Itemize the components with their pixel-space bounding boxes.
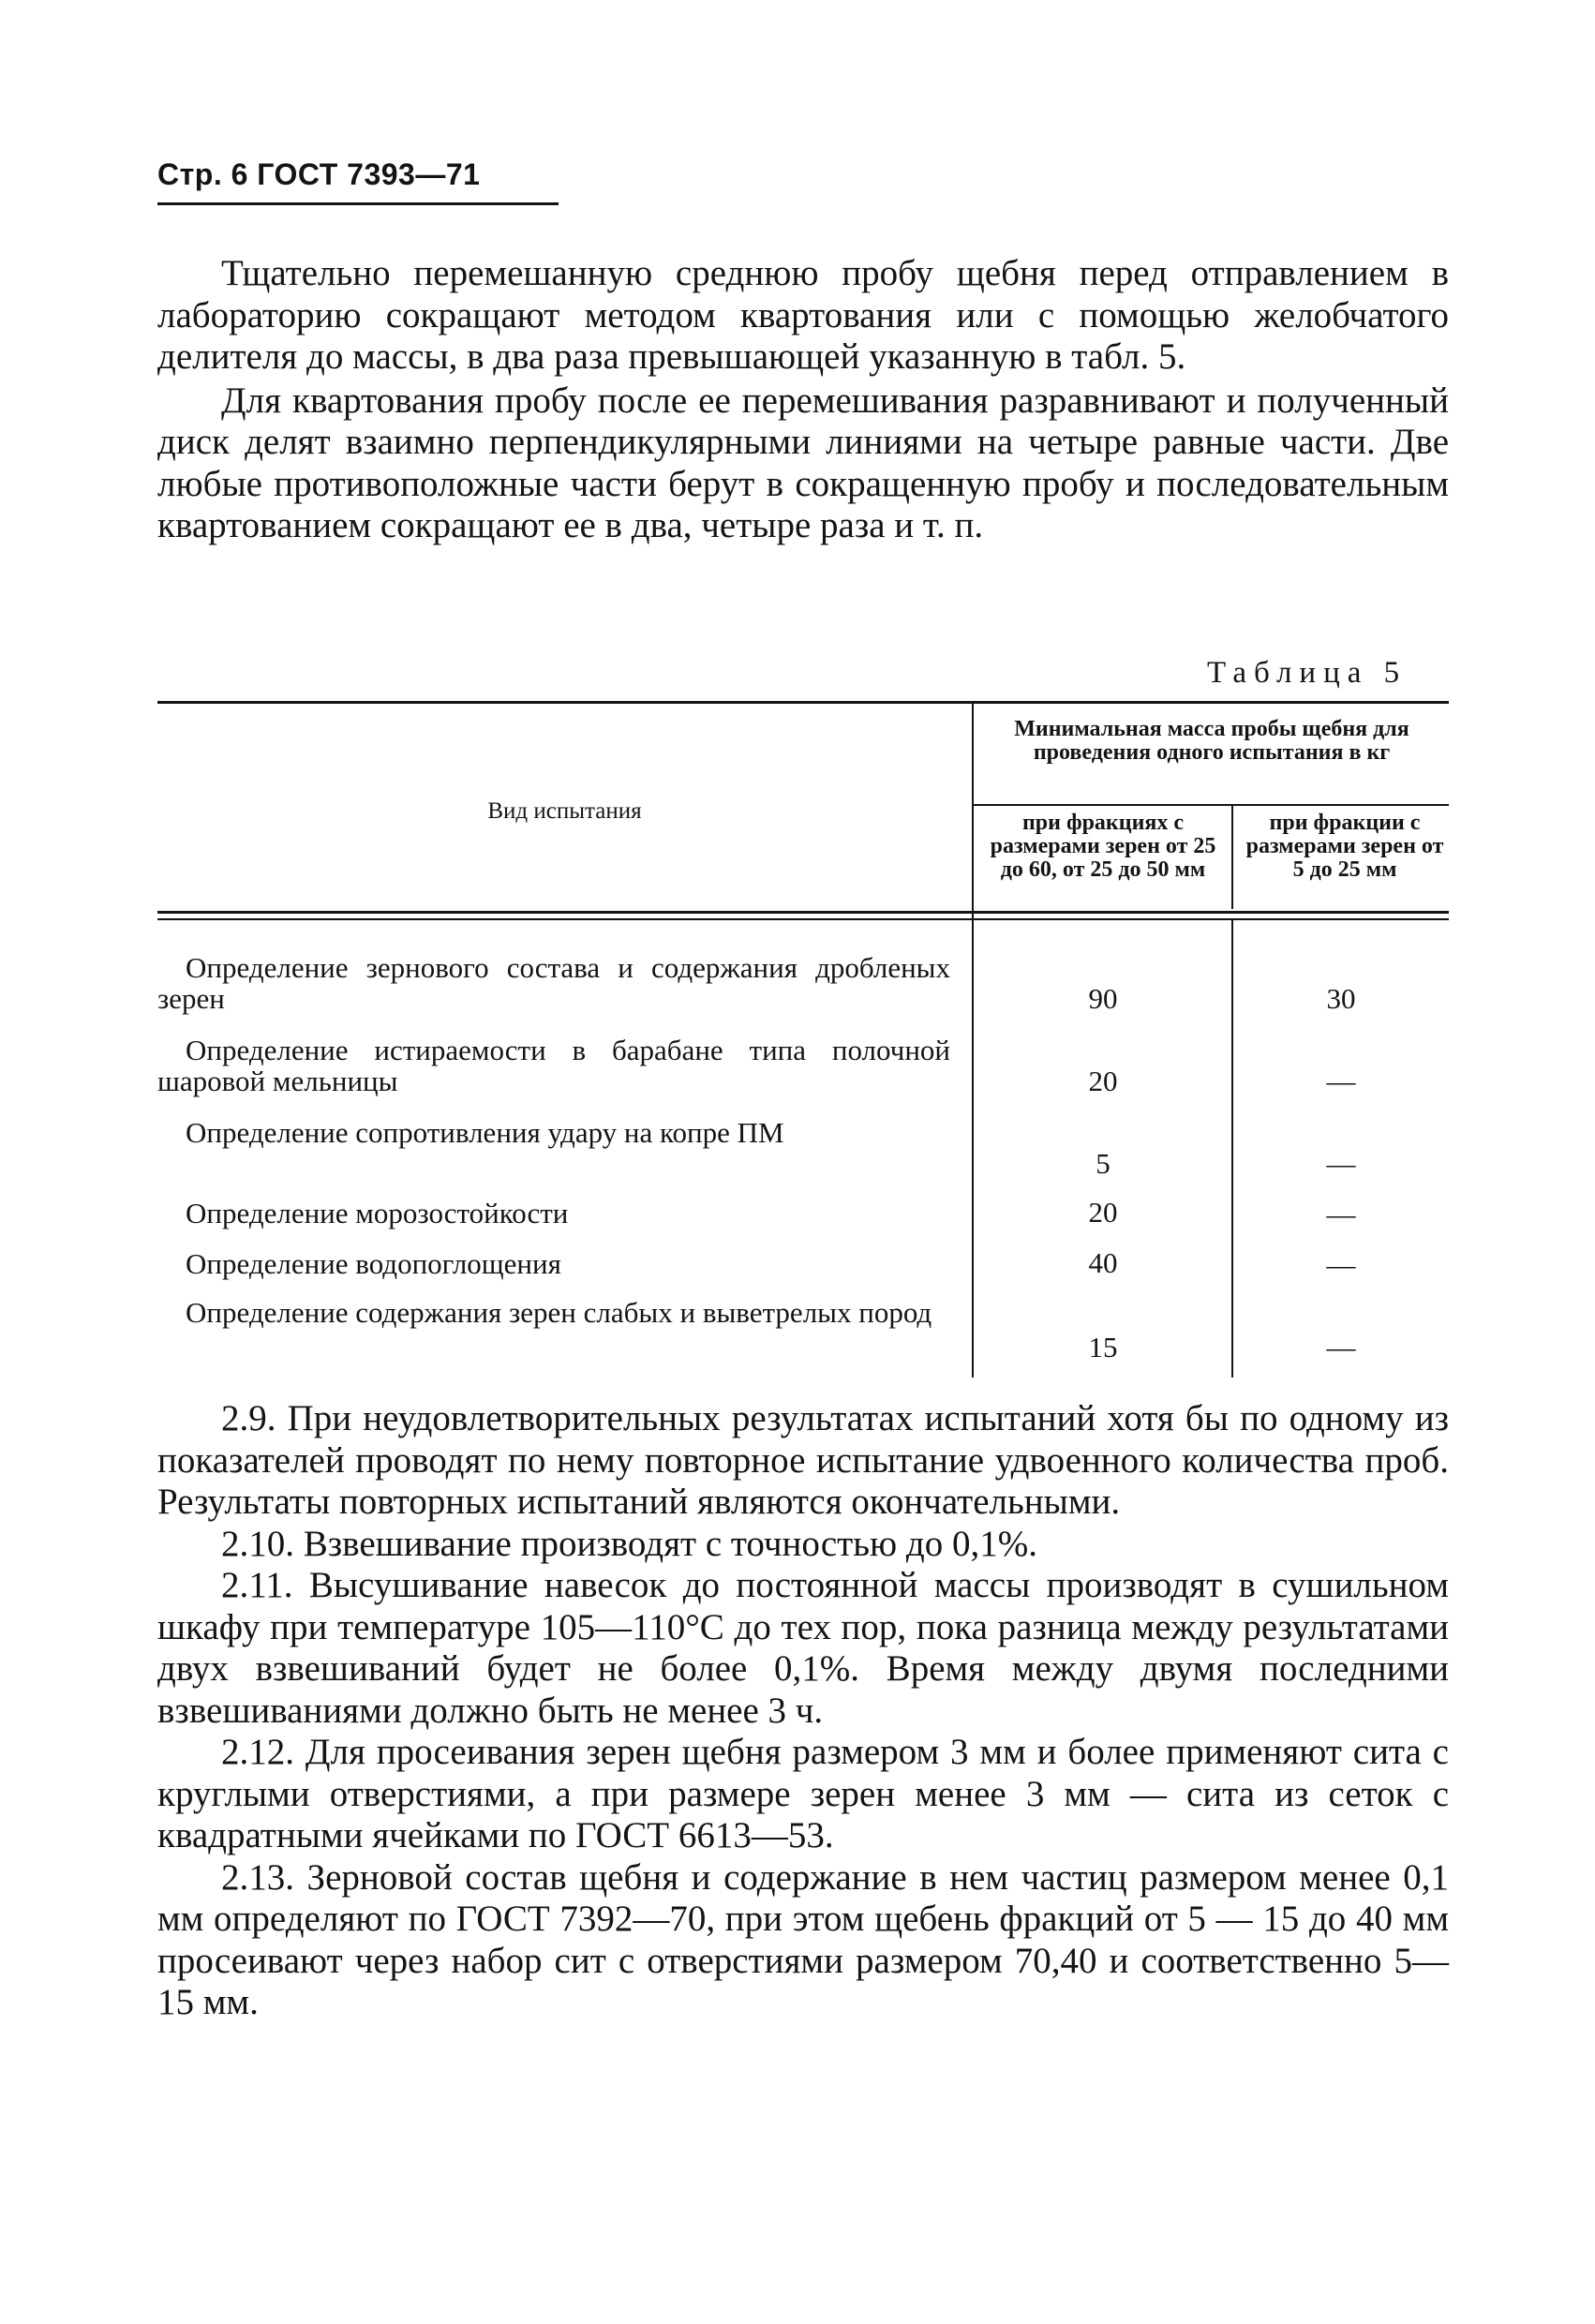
table-divider-2-header: [1231, 806, 1233, 909]
table-5: [157, 701, 1449, 1376]
intro-text: [157, 253, 1449, 547]
header-rule: [157, 202, 559, 205]
table-row-label: Определение истираемости в барабане типа полочной шаровой мельницы: [157, 1034, 950, 1097]
section-2-10: 2.10. Взвешивание производят с точностью до 0,1%.: [221, 1523, 1037, 1564]
table-caption: Таблица 5: [1207, 656, 1408, 690]
table-cell-a: 40: [1088, 1246, 1118, 1279]
table-cell-a: 20: [1088, 1065, 1118, 1097]
table-cell-a: 5: [1096, 1147, 1111, 1180]
table-cell-b: —: [1326, 1331, 1356, 1363]
intro-paragraph-1: Тщательно перемешанную среднюю пробу щебня перед отправлением в лабораторию сокращают методом квартования или с помощью желобчатого делителя до массы, в два раза превышающей указанную в табл. 5.: [157, 253, 1449, 377]
table-cell-a: 90: [1088, 982, 1118, 1015]
table-header-rule-2: [157, 918, 1449, 920]
table-cell-b: —: [1326, 1065, 1356, 1097]
col-header-test: Вид испытания: [487, 798, 642, 824]
col-header-mass-group: Минимальная масса пробы щебня для проведения одного испытания в кг: [1014, 717, 1409, 765]
table-header-rule: [157, 911, 1449, 914]
table-cell-a: 20: [1088, 1196, 1118, 1229]
table-cell-b: —: [1326, 1147, 1356, 1180]
section-2-11: 2.11. Высушивание навесок до постоянной массы производят в сушильном шкафу при температуре 105—110°С до тех пор, пока разница между результатами двух взвешиваний будет не более 0,1%. Время между двумя последними взвешиваниями должно быть не менее 3 ч.: [157, 1565, 1449, 1731]
intro-paragraph-2: Для квартования пробу после ее перемешивания разравнивают и полученный диск делят взаимно перпендикулярными линиями на четыре равные части. Две любые противоположные части берут в сокращенную пробу и последовательным квартованием сокращают ее в два, четыре раза и т. п.: [157, 380, 1449, 545]
table-row-label: Определение морозостойкости: [186, 1197, 569, 1229]
table-cell-b: 30: [1326, 982, 1356, 1015]
table-top-rule: [157, 701, 1449, 704]
section-2-9: 2.9. При неудовлетворительных результатах испытаний хотя бы по одному из показателей проводят по нему повторное испытание удвоенного количества проб. Результаты повторных испытаний являются окончательными.: [157, 1398, 1449, 1522]
sections-text: [157, 1398, 1449, 2024]
table-row-label: Определение содержания зерен слабых и выветрелых пород: [186, 1296, 932, 1329]
section-2-12: 2.12. Для просеивания зерен щебня размером 3 мм и более применяют сита с круглыми отверстиями, а при размере зерен менее 3 мм — сита из сеток с квадратными ячейками по ГОСТ 6613—53.: [157, 1732, 1449, 1855]
table-cell-a: 15: [1088, 1331, 1118, 1363]
col-header-fraction-b: при фракции с размерами зерен от 5 до 25 мм: [1245, 811, 1444, 882]
col-header-fraction-a: при фракциях с размерами зерен от 25 до 60, от 25 до 50 мм: [990, 811, 1216, 882]
table-cell-b: —: [1326, 1248, 1356, 1281]
page-header: Стр. 6 ГОСТ 7393—71: [157, 157, 481, 191]
table-cell-b: —: [1326, 1198, 1356, 1230]
table-subheader-rule: [974, 804, 1449, 806]
table-row-label: Определение зернового состава и содержания дробленых зерен: [157, 951, 950, 1015]
table-row-label: Определение водопоглощения: [186, 1247, 561, 1280]
table-row-label: Определение сопротивления удару на копре ПМ: [186, 1116, 784, 1149]
section-2-13: 2.13. Зерновой состав щебня и содержание в нем частиц размером менее 0,1 мм определяют по ГОСТ 7392—70, при этом щебень фракций от 5 — 15 до 40 мм просеивают через набор сит с отверстиями размером 70,40 и соответственно 5—15 мм.: [157, 1856, 1449, 2022]
